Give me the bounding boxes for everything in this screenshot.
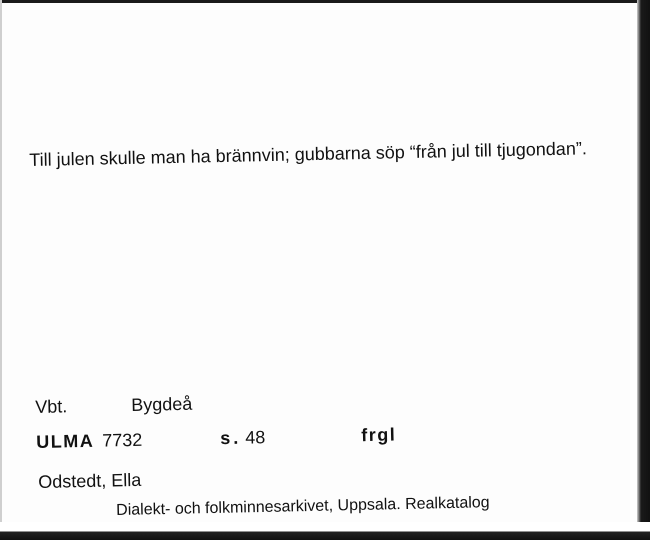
- archive-number: 7732: [101, 429, 143, 451]
- region-abbreviation: Vbt.: [35, 396, 68, 417]
- archive-code: ULMA: [36, 430, 95, 452]
- parish-name: Bygdeå: [130, 393, 193, 415]
- reference-row: [36, 424, 396, 453]
- location-row: [35, 394, 192, 418]
- scan-edge-top: [0, 0, 650, 3]
- collector-name: Odstedt, Ella: [38, 469, 142, 492]
- category-code: frgl: [361, 424, 397, 446]
- page-number: 48: [245, 427, 266, 448]
- scan-edge-bottom: [0, 522, 650, 540]
- scan-edge-right: [637, 0, 650, 540]
- record-text: Till julen skulle man ha brännvin; gubbarna söp “från jul till tjugondan”.: [29, 138, 588, 170]
- page-label: s.: [220, 427, 242, 449]
- archive-footer: Dialekt- och folkminnesarkivet, Uppsala. Realkatalog: [116, 494, 490, 519]
- scan-edge-left: [0, 0, 2, 540]
